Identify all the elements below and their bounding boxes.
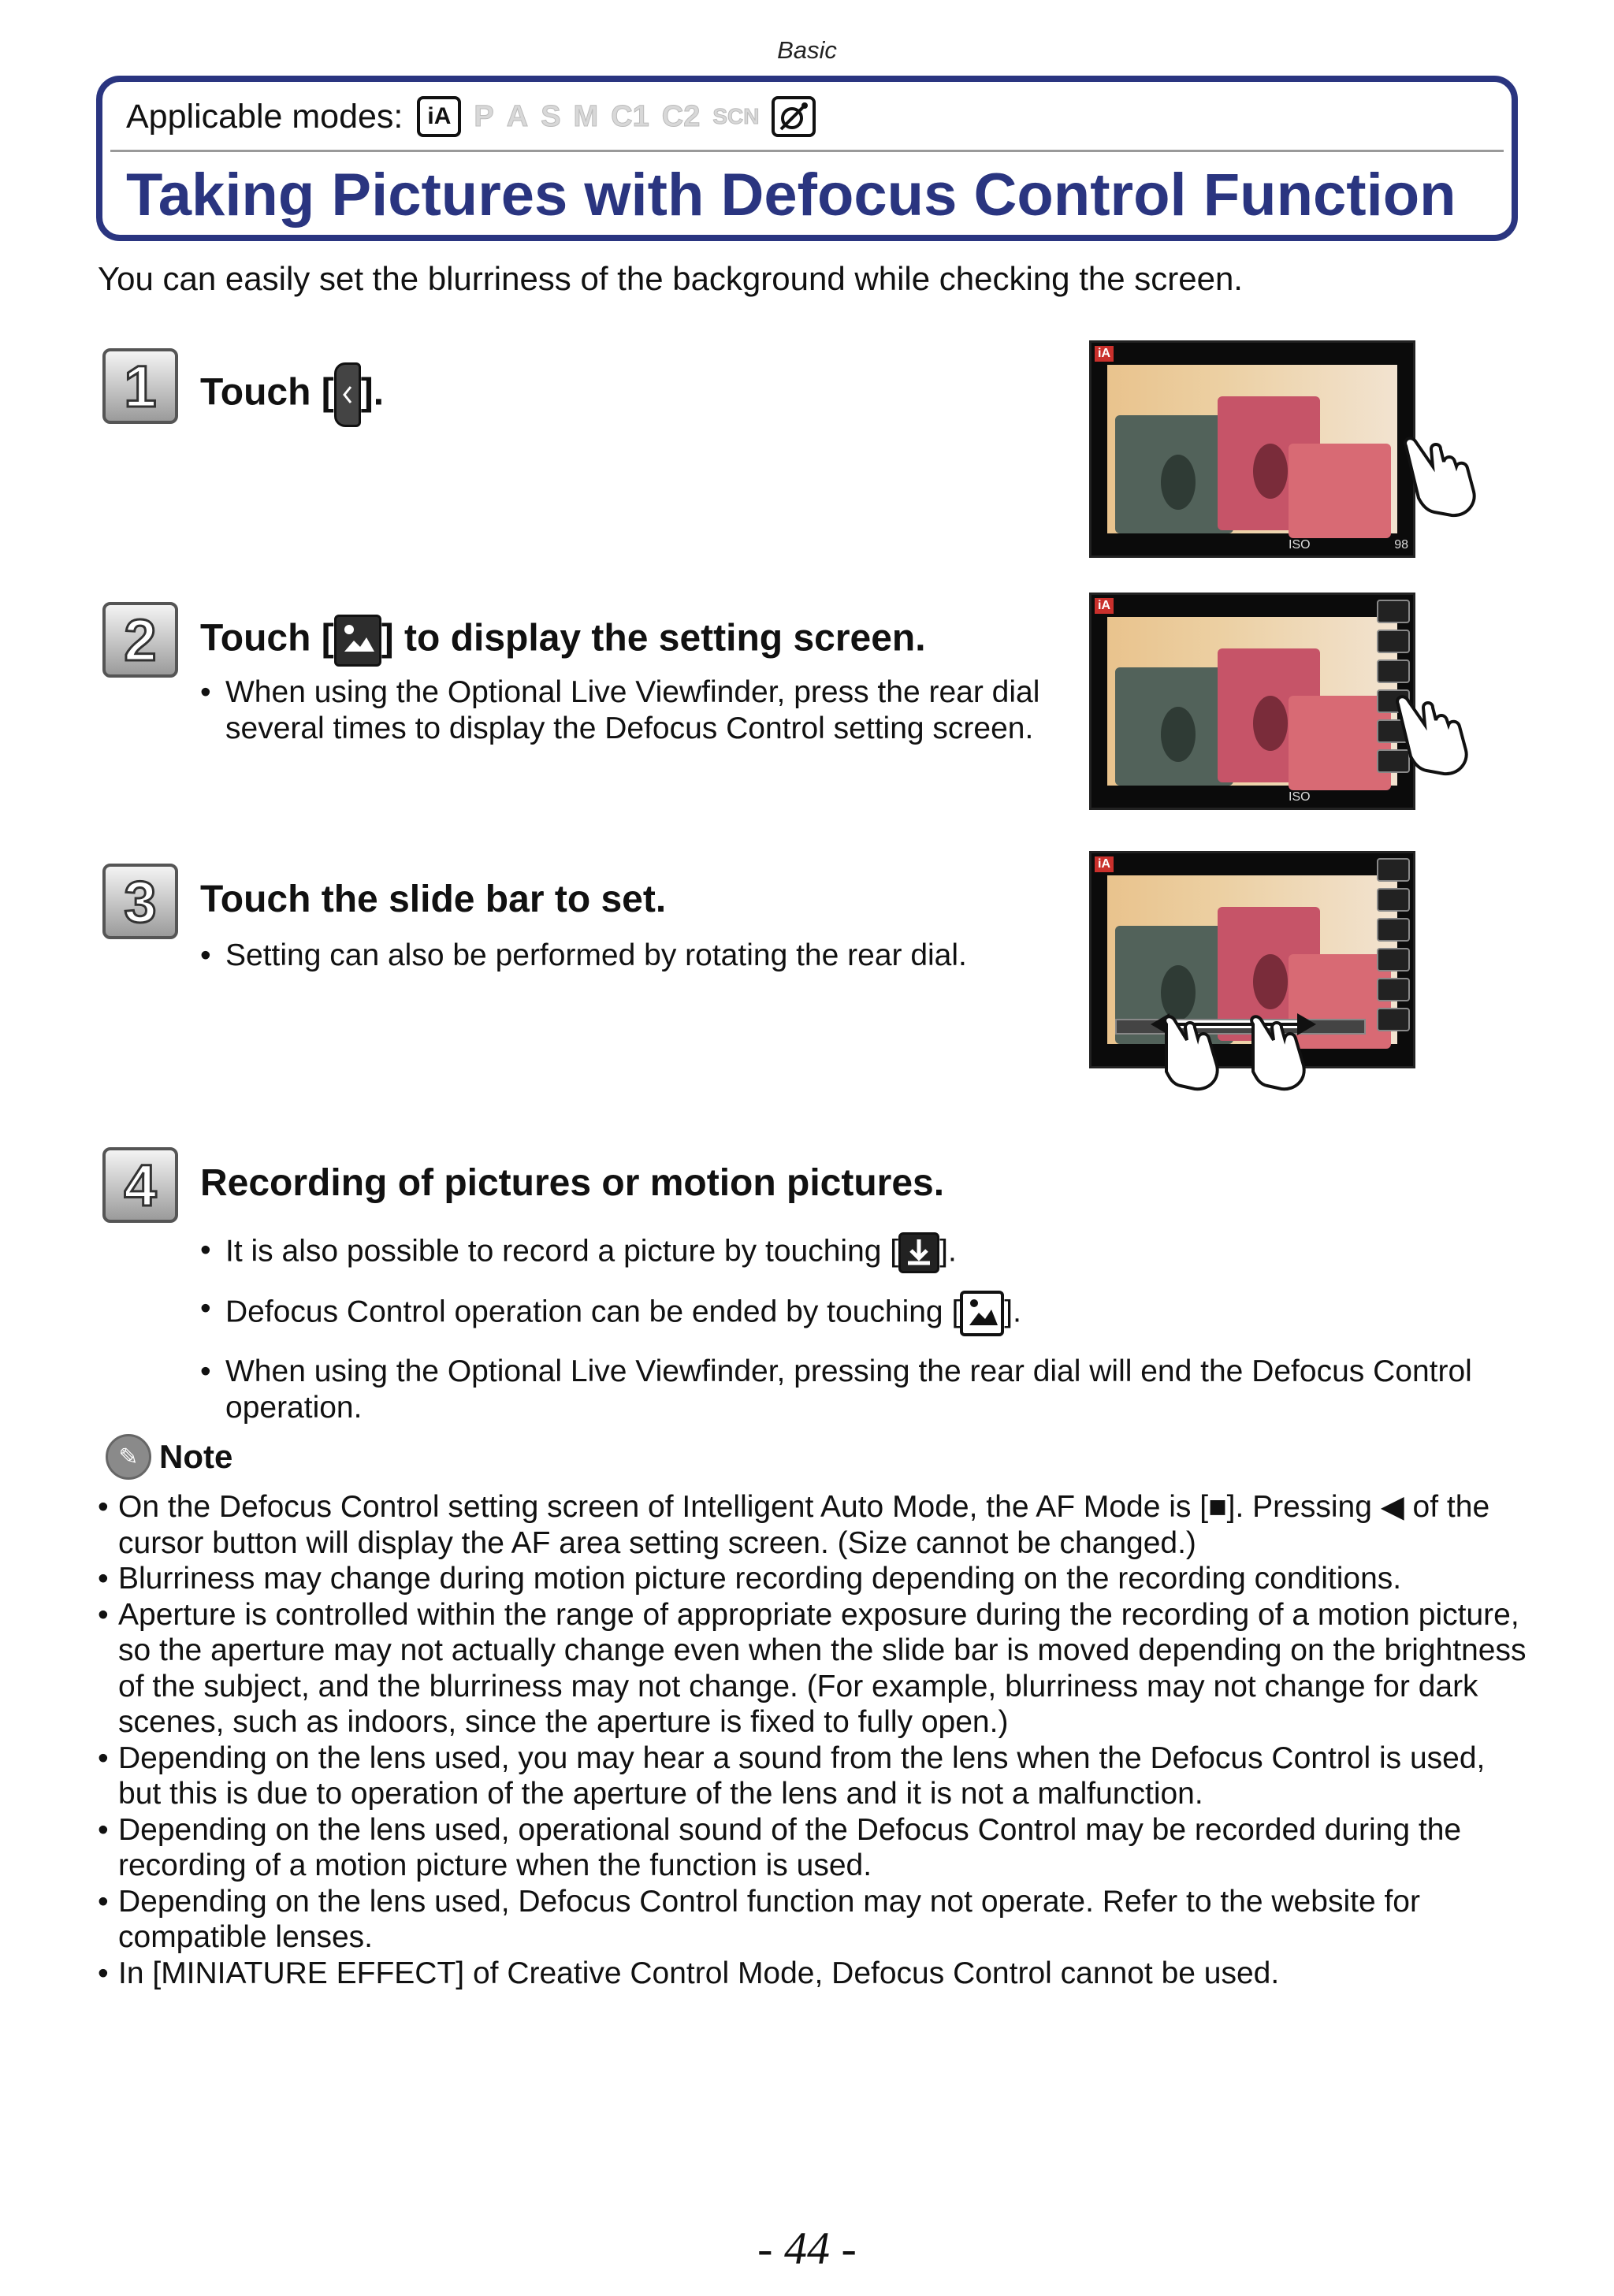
custom1-icon: C1 [611,99,649,133]
step-2-bullets [200,674,1067,764]
ia-mode-indicator: iA [1095,856,1114,872]
applicable-modes-row [126,93,828,140]
step-2-title [200,615,926,667]
note-item: • Aperture is controlled within the range of appropriate exposure during the recording of a motion picture, so the aperture may not actually change even when the slide bar is moved depending on the brightness of the subject, and the blurriness may not change. (For example, blurriness may not change for dark scenes, such as indoors, since the aperture is fixed to fully open.) [98,1597,1532,1741]
step-2-title-suffix: ] to display the setting screen. [381,617,926,659]
program-mode-icon: P [474,99,494,133]
bullet-item: • When using the Optional Live Viewfinder, press the rear dial several times to display the Defocus Control setting screen. [200,674,1067,747]
defocus-control-icon [334,615,381,667]
note-item: • In [MINIATURE EFFECT] of Creative Control Mode, Defocus Control cannot be used. [98,1956,1532,1992]
modes-label: Applicable modes: [126,97,404,136]
bullet-item [200,1232,1508,1273]
intro-text: You can easily set the blurriness of the background while checking the screen. [98,260,1243,297]
ia-mode-indicator: iA [1095,598,1114,614]
tab-open-icon [334,362,361,427]
manual-mode-icon: M [573,99,599,133]
bullet-text: ]. [939,1234,957,1269]
touch-hand-icon [1395,425,1482,520]
page-title: Taking Pictures with Defocus Control Function [126,162,1456,228]
ia-mode-indicator: iA [1095,346,1114,362]
step-3-title: Touch the slide bar to set. [200,879,667,920]
drag-gesture-icon [1135,993,1340,1119]
defocus-control-icon [960,1291,1004,1336]
page-number: - 44 - [757,2223,857,2274]
note-item: • Depending on the lens used, Defocus Control function may not operate. Refer to the website for compatible lenses. [98,1884,1532,1956]
green-block [1115,415,1233,533]
shot-count: 98 [1394,538,1408,552]
custom2-icon: C2 [661,99,701,133]
step-1-title [200,362,384,427]
step-3-bullets [200,938,1067,991]
pencil-icon: ✎ [106,1434,151,1480]
step-1-title-suffix: ]. [360,371,385,414]
scene-mode-icon: SCN [712,104,760,128]
notes-list [98,1489,1532,1991]
green-block [1115,667,1233,786]
step-1-title-prefix: Touch [ [200,371,334,414]
step-4-badge: 4 [102,1147,178,1223]
bullet-item: • Setting can also be performed by rotating the rear dial. [200,938,1067,974]
section-label: Basic [777,36,837,64]
camera-screen-step-2 [1089,593,1415,810]
bullet-item: • When using the Optional Live Viewfinder, pressing the rear dial will end the Defocus Control operation. [200,1354,1508,1426]
step-3-badge: 3 [102,864,178,939]
iso-indicator: ISO [1289,538,1311,552]
aperture-priority-icon: A [506,99,529,133]
preview-photo [1107,365,1397,533]
note-item: • Blurriness may change during motion picture recording depending on the recording conditions. [98,1561,1532,1597]
creative-control-icon [772,96,816,137]
pink-block [1289,444,1391,538]
bullet-text: ]. [1004,1295,1021,1329]
bullet-text: Defocus Control operation can be ended by touching [ [225,1295,961,1329]
header-divider [110,150,1504,152]
bullet-text: It is also possible to record a picture by touching [ [225,1234,899,1269]
intelligent-auto-icon: iA [417,96,461,137]
note-label: Note [159,1438,233,1475]
note-item: • Depending on the lens used, operational sound of the Defocus Control may be recorded during the recording of a motion picture when the function is used. [98,1812,1532,1884]
step-1-badge: 1 [102,348,178,424]
step-2-title-prefix: Touch [ [200,617,334,659]
step-4-bullets [200,1232,1508,1443]
note-heading [106,1434,232,1480]
bullet-item [200,1291,1508,1336]
touch-hand-icon [1387,684,1474,778]
camera-screen-step-1 [1089,340,1415,558]
step-2-badge: 2 [102,602,178,678]
touch-tab-sidebar [1377,858,1410,1061]
iso-indicator: ISO [1289,790,1311,804]
step-4-title: Recording of pictures or motion pictures. [200,1162,945,1204]
note-item: • On the Defocus Control setting screen of Intelligent Auto Mode, the AF Mode is [■]. Pressing ◀ of the cursor button will display the AF area setting screen. (Size cannot be changed.) [98,1489,1532,1561]
header-box [96,76,1518,241]
shutter-priority-icon: S [541,99,561,133]
shutter-download-icon [898,1232,939,1273]
preview-photo [1107,617,1397,786]
note-item: • Depending on the lens used, you may hear a sound from the lens when the Defocus Control is used, but this is due to operation of the aperture of the lens and it is not a malfunction. [98,1741,1532,1812]
pink-block [1289,696,1391,790]
